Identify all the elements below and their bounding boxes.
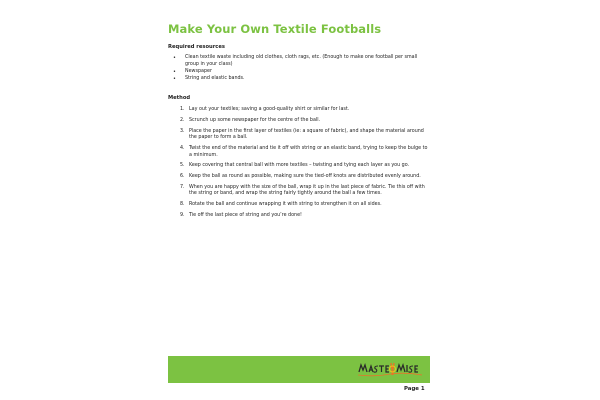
step-number: 2. <box>180 117 185 123</box>
method-heading: Method <box>168 95 191 101</box>
step-number: 3. <box>180 128 185 134</box>
page-title: Make Your Own Textile Footballs <box>168 22 382 36</box>
page-number: Page 1 <box>404 386 425 392</box>
method-step <box>168 213 430 220</box>
step-number: 7. <box>180 184 185 190</box>
step-number: 4. <box>180 145 185 151</box>
bullet-icon: • <box>173 75 176 82</box>
step-text: Rotate the ball and continue wrapping it with string to strengthen it on all sides. <box>189 202 382 208</box>
step-number: 9. <box>180 213 185 219</box>
resource-item <box>168 55 430 68</box>
resources-heading: Required resources <box>168 44 225 50</box>
bullet-icon: • <box>173 55 176 61</box>
method-list <box>168 107 430 220</box>
method-step <box>168 185 430 198</box>
method-step <box>168 174 430 181</box>
method-step <box>168 146 430 159</box>
document-page <box>168 14 430 394</box>
step-text: Scrunch up some newspaper for the centre of the ball. <box>189 117 321 123</box>
step-text: Tie off the last piece of string and you’re done! <box>189 213 302 219</box>
method-step <box>168 163 430 170</box>
method-step <box>168 129 430 142</box>
bullet-icon: • <box>173 68 176 75</box>
step-text: Twist the end of the material and tie it off with string or an elastic band, trying to keep the bulge to a minimum. <box>189 145 428 158</box>
step-number: 5. <box>180 163 185 169</box>
resource-text: Clean textile waste including old clothes, cloth rags, etc. (Enough to make one football per small group in your class) <box>185 55 418 67</box>
step-text: Keep covering that central ball with more textiles – twisting and tying each layer as you go. <box>189 163 410 169</box>
step-number: 1. <box>180 107 185 112</box>
resource-item <box>168 76 430 83</box>
waste-wise-logo <box>356 360 424 378</box>
resource-text: String and elastic bands. <box>185 75 245 81</box>
resource-item <box>168 69 430 76</box>
step-text: Place the paper in the first layer of textiles (ie: a square of fabric), and shape the material around the paper to form a ball. <box>189 128 424 141</box>
step-text: Keep the ball as round as possible, making sure the tied-off knots are distributed evenly around. <box>189 174 421 180</box>
step-number: 8. <box>180 202 185 208</box>
step-number: 6. <box>180 174 185 180</box>
resource-text: Newspaper <box>185 68 212 74</box>
method-step <box>168 118 430 125</box>
method-step <box>168 202 430 209</box>
resources-list <box>168 55 430 83</box>
step-text: When you are happy with the size of the ball, wrap it up in the last piece of fabric. Tie this off with the string or band, and wrap the string fairly tightly around the ball a few times. <box>189 184 425 197</box>
method-step <box>168 107 430 114</box>
step-text: Lay out your textiles; saving a good-quality shirt or similar for last. <box>189 107 350 112</box>
